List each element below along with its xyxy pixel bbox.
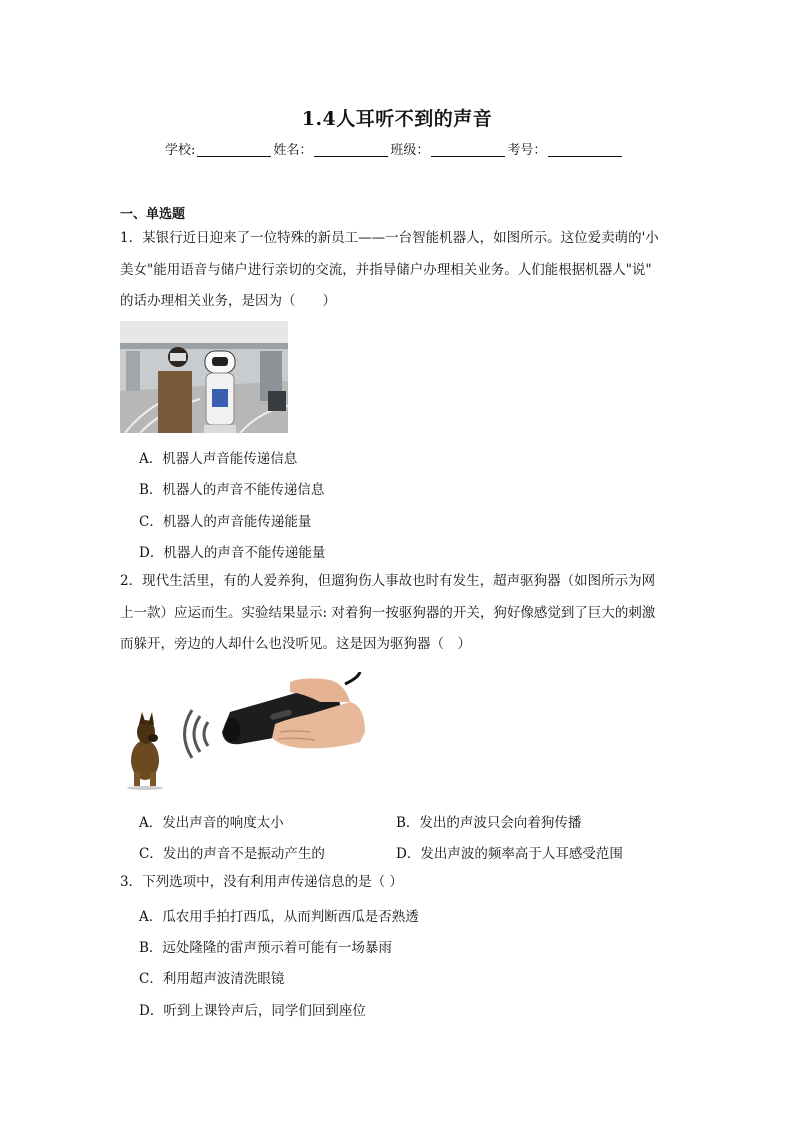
question-2-line-3: 而躲开，旁边的人却什么也没听见。这是因为驱狗器（ ）: [120, 636, 471, 652]
number-blank: [548, 142, 622, 157]
name-blank: [314, 142, 388, 157]
question-1-option-d: D．机器人的声音不能传递能量: [139, 545, 326, 561]
question-3-stem: [120, 867, 680, 899]
question-3-option-a: A．瓜农用手拍打西瓜，从而判断西瓜是否熟透: [139, 909, 419, 925]
question-2-stem: [120, 566, 680, 661]
question-1-line-2: 美女"能用语音与储户进行亲切的交流，并指导储户办理相关业务。人们能根据机器人"说": [120, 261, 652, 278]
question-2-line-1: 2．现代生活里，有的人爱养狗，但遛狗伤人事故也时有发生，超声驱狗器（如图所示为网: [120, 573, 656, 589]
question-2-option-c: C．发出的声音不是振动产生的: [139, 846, 325, 862]
student-info-line: [165, 139, 624, 158]
class-label: 班级：: [390, 143, 430, 158]
robot-photo: [120, 321, 288, 433]
section-heading: 一、单选题: [120, 207, 186, 222]
question-2-option-d: D．发出声波的频率高于人耳感受范围: [396, 846, 623, 862]
question-1-option-c: C．机器人的声音能传递能量: [139, 514, 312, 530]
number-label: 考号：: [507, 143, 547, 158]
question-1-line-3: 的话办理相关业务，是因为（ ）: [120, 293, 336, 309]
class-blank: [431, 142, 505, 157]
question-2-option-b: B．发出的声波只会向着狗传播: [396, 815, 582, 831]
question-2-option-a: A．发出声音的响度太小: [139, 815, 284, 831]
question-1-option-b: B．机器人的声音不能传递信息: [139, 482, 325, 498]
question-3-line-1: 3．下列选项中，没有利用声传递信息的是（ ）: [120, 874, 403, 890]
school-blank: [197, 142, 271, 157]
dog-repeller-photo: [120, 672, 365, 792]
name-label: 姓名：: [273, 143, 313, 158]
question-1-option-a: A．机器人声音能传递信息: [139, 451, 298, 467]
question-1-stem: [120, 223, 680, 318]
page-title: 1.4人耳听不到的声音: [301, 108, 493, 130]
question-3-option-d: D．听到上课铃声后，同学们回到座位: [139, 1003, 366, 1019]
question-3-option-b: B．远处隆隆的雷声预示着可能有一场暴雨: [139, 940, 392, 956]
question-2-line-2: 上一款）应运而生。实验结果显示: 对着狗一按驱狗器的开关，狗好像感觉到了巨大的刺激: [120, 604, 656, 621]
question-1-line-1: 1．某银行近日迎来了一位特殊的新员工——一台智能机器人，如图所示。这位爱卖萌的'小: [120, 230, 659, 246]
question-3-option-c: C．利用超声波清洗眼镜: [139, 971, 285, 987]
school-label: 学校:: [165, 143, 196, 158]
